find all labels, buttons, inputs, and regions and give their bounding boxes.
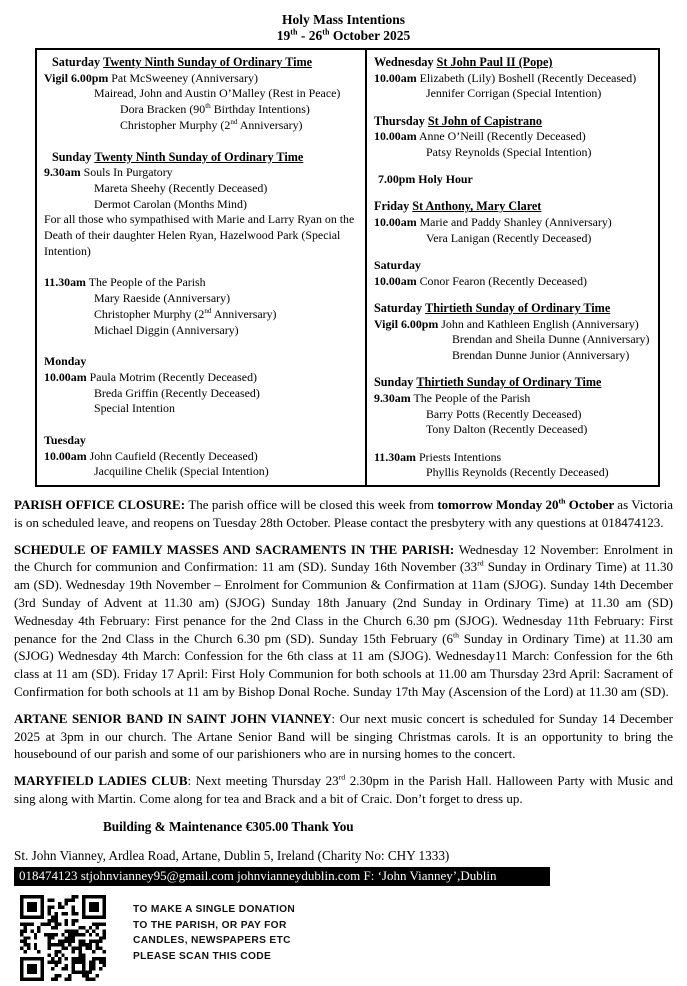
building-maintenance-line: Building & Maintenance €305.00 Thank You [103,818,354,834]
mass-intention-continuation: Special Intention [94,401,175,416]
mass-day-heading [374,375,652,391]
mass-intention: Paula Motrim (Recently Deceased) [89,369,257,384]
day-label: Thursday [374,113,425,128]
mass-day-heading [374,301,652,317]
mass-time: Vigil 6.00pm [374,316,439,331]
mass-bold-line: 7.00pm Holy Hour [378,172,473,187]
mass-intention-continuation: Christopher Murphy (2nd Anniversary) [120,117,303,132]
donation-line: TO THE PARISH, OR PAY FOR [133,919,287,931]
feast-title: St John of Capistrano [427,113,542,128]
feast-title: Twenty Ninth Sunday of Ordinary Time [94,149,304,164]
donation-line: CANDLES, NEWSPAPERS ETC [133,935,291,947]
mass-day-label: Tuesday [44,433,86,448]
mass-note: For all those who sympathised with Marie and Larry Ryan on the Death of their daughter Helen Ryan, Hazelwood Park (Special Intention) [44,212,355,258]
mass-entry [44,71,359,87]
feast-title: Thirtieth Sunday of Ordinary Time [425,300,611,315]
spacer [374,438,652,450]
mass-entry [374,391,652,407]
mass-time: 11.30am [374,449,416,464]
mass-time: 10.00am [374,273,417,288]
mass-intention-continuation: Brendan Dunne Junior (Anniversary) [452,348,630,363]
spacer [374,102,652,114]
mass-intention: The People of the Parish [413,390,531,405]
mass-entry [374,71,652,87]
mass-intention-continuation: Vera Lanigan (Recently Deceased) [426,230,592,245]
mass-intention-continuation: Dermot Carolan (Months Mind) [94,196,247,211]
mass-intention-continuation: Phyllis Reynolds (Recently Deceased) [426,465,609,480]
mass-day-heading [374,199,652,215]
mass-day-label: Saturday [374,258,421,273]
qr-code-icon [20,895,106,981]
mass-intention-continuation: Mary Raeside (Anniversary) [94,291,231,306]
mass-time: Vigil 6.00pm [44,70,109,85]
mass-intention-continuation: Brendan and Sheila Dunne (Anniversary) [452,332,650,347]
mass-intention-continuation: Mareta Sheehy (Recently Deceased) [94,180,268,195]
mass-entry [44,165,359,181]
notice-text: : Next meeting Thursday 23rd 2.30pm in the Parish Hall. Halloween Party with Music and sing along with Martin. Come along for tea and Brack and a bit of Craic. Don’t forget to dress up. [14,772,674,806]
notice-lead-in: tomorrow Monday 20th October [437,496,618,512]
parish-office-closure [14,496,673,532]
mass-intentions-left-column [37,50,365,485]
mass-intention: Conor Fearon (Recently Deceased) [419,273,587,288]
mass-intention: Priests Intentions [418,449,502,464]
donation-section [20,895,687,981]
mass-entry [44,449,359,465]
date-range: 19th - 26th October 2025 [276,27,411,43]
day-label: Sunday [374,375,414,390]
artane-senior-band [14,710,673,763]
mass-time: 10.00am [374,215,417,230]
donation-line: TO MAKE A SINGLE DONATION [133,903,296,915]
maryfield-ladies-club [14,772,673,808]
mass-intention-continuation: Mairead, John and Austin O’Malley (Rest in Peace) [94,86,341,101]
mass-day-heading [44,150,359,166]
feast-title: St John Paul II (Pope) [436,55,553,69]
mass-time: 10.00am [374,129,417,144]
mass-intention-continuation: Michael Diggin (Anniversary) [94,322,239,337]
mass-intention: The People of the Parish [88,275,206,290]
notice-text: The parish office will be closed this week from [188,496,438,512]
spacer [374,247,652,259]
feast-title: St Anthony, Mary Claret [412,199,542,214]
feast-title: Twenty Ninth Sunday of Ordinary Time [103,55,313,69]
mass-intentions-table [35,48,660,487]
mass-intentions-right-column [365,50,658,485]
day-label: Saturday [374,300,423,315]
mass-intention: Marie and Paddy Shanley (Anniversary) [419,215,612,230]
mass-intention-continuation: Tony Dalton (Recently Deceased) [426,422,588,437]
mass-day-heading [374,55,652,71]
mass-time: 9.30am [374,390,411,405]
spacer [44,259,359,275]
notice-lead-in: MARYFIELD LADIES CLUB [14,773,188,789]
mass-intention-continuation: Barry Potts (Recently Deceased) [426,406,582,421]
day-label: Friday [374,199,410,214]
spacer [44,134,359,150]
mass-entry [374,129,652,145]
day-label: Sunday [52,149,92,164]
mass-time: 10.00am [44,369,87,384]
mass-intention-continuation: Patsy Reynolds (Special Intention) [426,145,592,160]
mass-intention-continuation: Breda Griffin (Recently Deceased) [94,385,260,400]
day-label: Wednesday [374,55,434,69]
day-label: Saturday [52,55,101,69]
notice-lead-in: SCHEDULE OF FAMILY MASSES AND SACRAMENTS IN THE PARISH: [14,541,459,557]
spacer [44,338,359,354]
mass-time: 11.30am [44,275,86,290]
mass-intention: Souls In Purgatory [83,165,173,180]
mass-entry [374,450,652,466]
donation-line: PLEASE SCAN THIS CODE [133,951,272,963]
mass-entry [374,215,652,231]
mass-intention-continuation: Christopher Murphy (2nd Anniversary) [94,306,277,321]
parish-notices [0,496,687,808]
mass-time: 10.00am [374,70,417,85]
parish-address: St. John Vianney, Ardlea Road, Artane, Dublin 5, Ireland (Charity No: CHY 1333) [14,847,450,863]
spacer [374,161,652,173]
spacer [374,188,652,200]
mass-day-label: Monday [44,354,87,369]
mass-intention: Anne O’Neill (Recently Deceased) [418,129,586,144]
mass-day-heading [374,114,652,130]
notice-text: Wednesday 12 November: Enrolment in the Church for communion and Confirmation: 11 am (SD). Sunday 16th November (33rd Sunday in Ordinary Time) at 11.30 am (SD). Wednesday 19th November – Enrolment for Communion & Confirmation at 11am (SJOG). Sunday 14th December (3rd Sunday of Advent at 11.30 am) (SJOG) Sunday 18th January (2nd Sunday in Ordinary Time) at 11.30 am (SD) Wednesday 4th February: First penance for the 2nd Class in the Church 6.30 pm (SJOG). Wednesday 11th February: First penance for the 2nd Class in the Church 6.30 pm (SD). Sunday 15th February (6th Sunday in Ordinary Time) at 11.30 am (SJOG) Wednesday 4th March: Confession for the 6th class at 11 am (SJOG). Wednesday11 March: Confession for the 6th class at 11 am (SD). Friday 17 April: First Holy Communion for both schools at 11.00 am Thursday 23rd April: Sacrament of Confirmation for both schools at 11 am by Bishop Donal Roche. Sunday 17th May (Ascension of the Lord) at 11.30 am (SD). [14,541,673,699]
notice-text: as Victoria is on scheduled leave, and reopens on Tuesday 28th October. Please contact the presbytery with any questions at 018474123. [14,496,674,530]
mass-intention: John Caufield (Recently Deceased) [89,448,258,463]
mass-intention-continuation: Dora Bracken (90th Birthday Intentions) [120,102,310,117]
mass-intention-continuation: Jennifer Corrigan (Special Intention) [426,86,602,101]
mass-intention: Pat McSweeney (Anniversary) [111,70,258,85]
mass-intention: Elizabeth (Lily) Boshell (Recently Deceased) [419,70,637,85]
feast-title: Thirtieth Sunday of Ordinary Time [416,375,602,390]
mass-intention-continuation: Jacquiline Chelik (Special Intention) [94,464,269,479]
contact-bar: 018474123 stjohnvianney95@gmail.com johnvianneydublin.com F: ‘John Vianney’,Dublin [14,867,550,886]
page-title [0,12,687,43]
spacer [374,364,652,376]
spacer [44,417,359,433]
mass-entry [44,370,359,386]
title-line: Holy Mass Intentions [281,12,406,27]
donation-instructions [133,902,295,965]
spacer [374,289,652,301]
mass-entry [374,274,652,290]
notice-text: : Our next music concert is scheduled for Sunday 14 December 2025 at 3pm in our church. The Artane Senior Band will be singing Christmas carols. It is an opportunity to bring the housebound of our parish and some of our parishioners who are in nursing homes to the concert. [14,710,674,762]
mass-day-heading [44,55,359,71]
schedule-family-masses [14,541,673,701]
notice-lead-in: PARISH OFFICE CLOSURE: [14,496,189,512]
mass-intention: John and Kathleen English (Anniversary) [441,316,639,331]
mass-time: 9.30am [44,165,81,180]
mass-time: 10.00am [44,448,87,463]
notice-lead-in: ARTANE SENIOR BAND IN SAINT JOHN VIANNEY [14,710,332,726]
mass-entry [374,317,652,333]
mass-entry [44,275,359,291]
